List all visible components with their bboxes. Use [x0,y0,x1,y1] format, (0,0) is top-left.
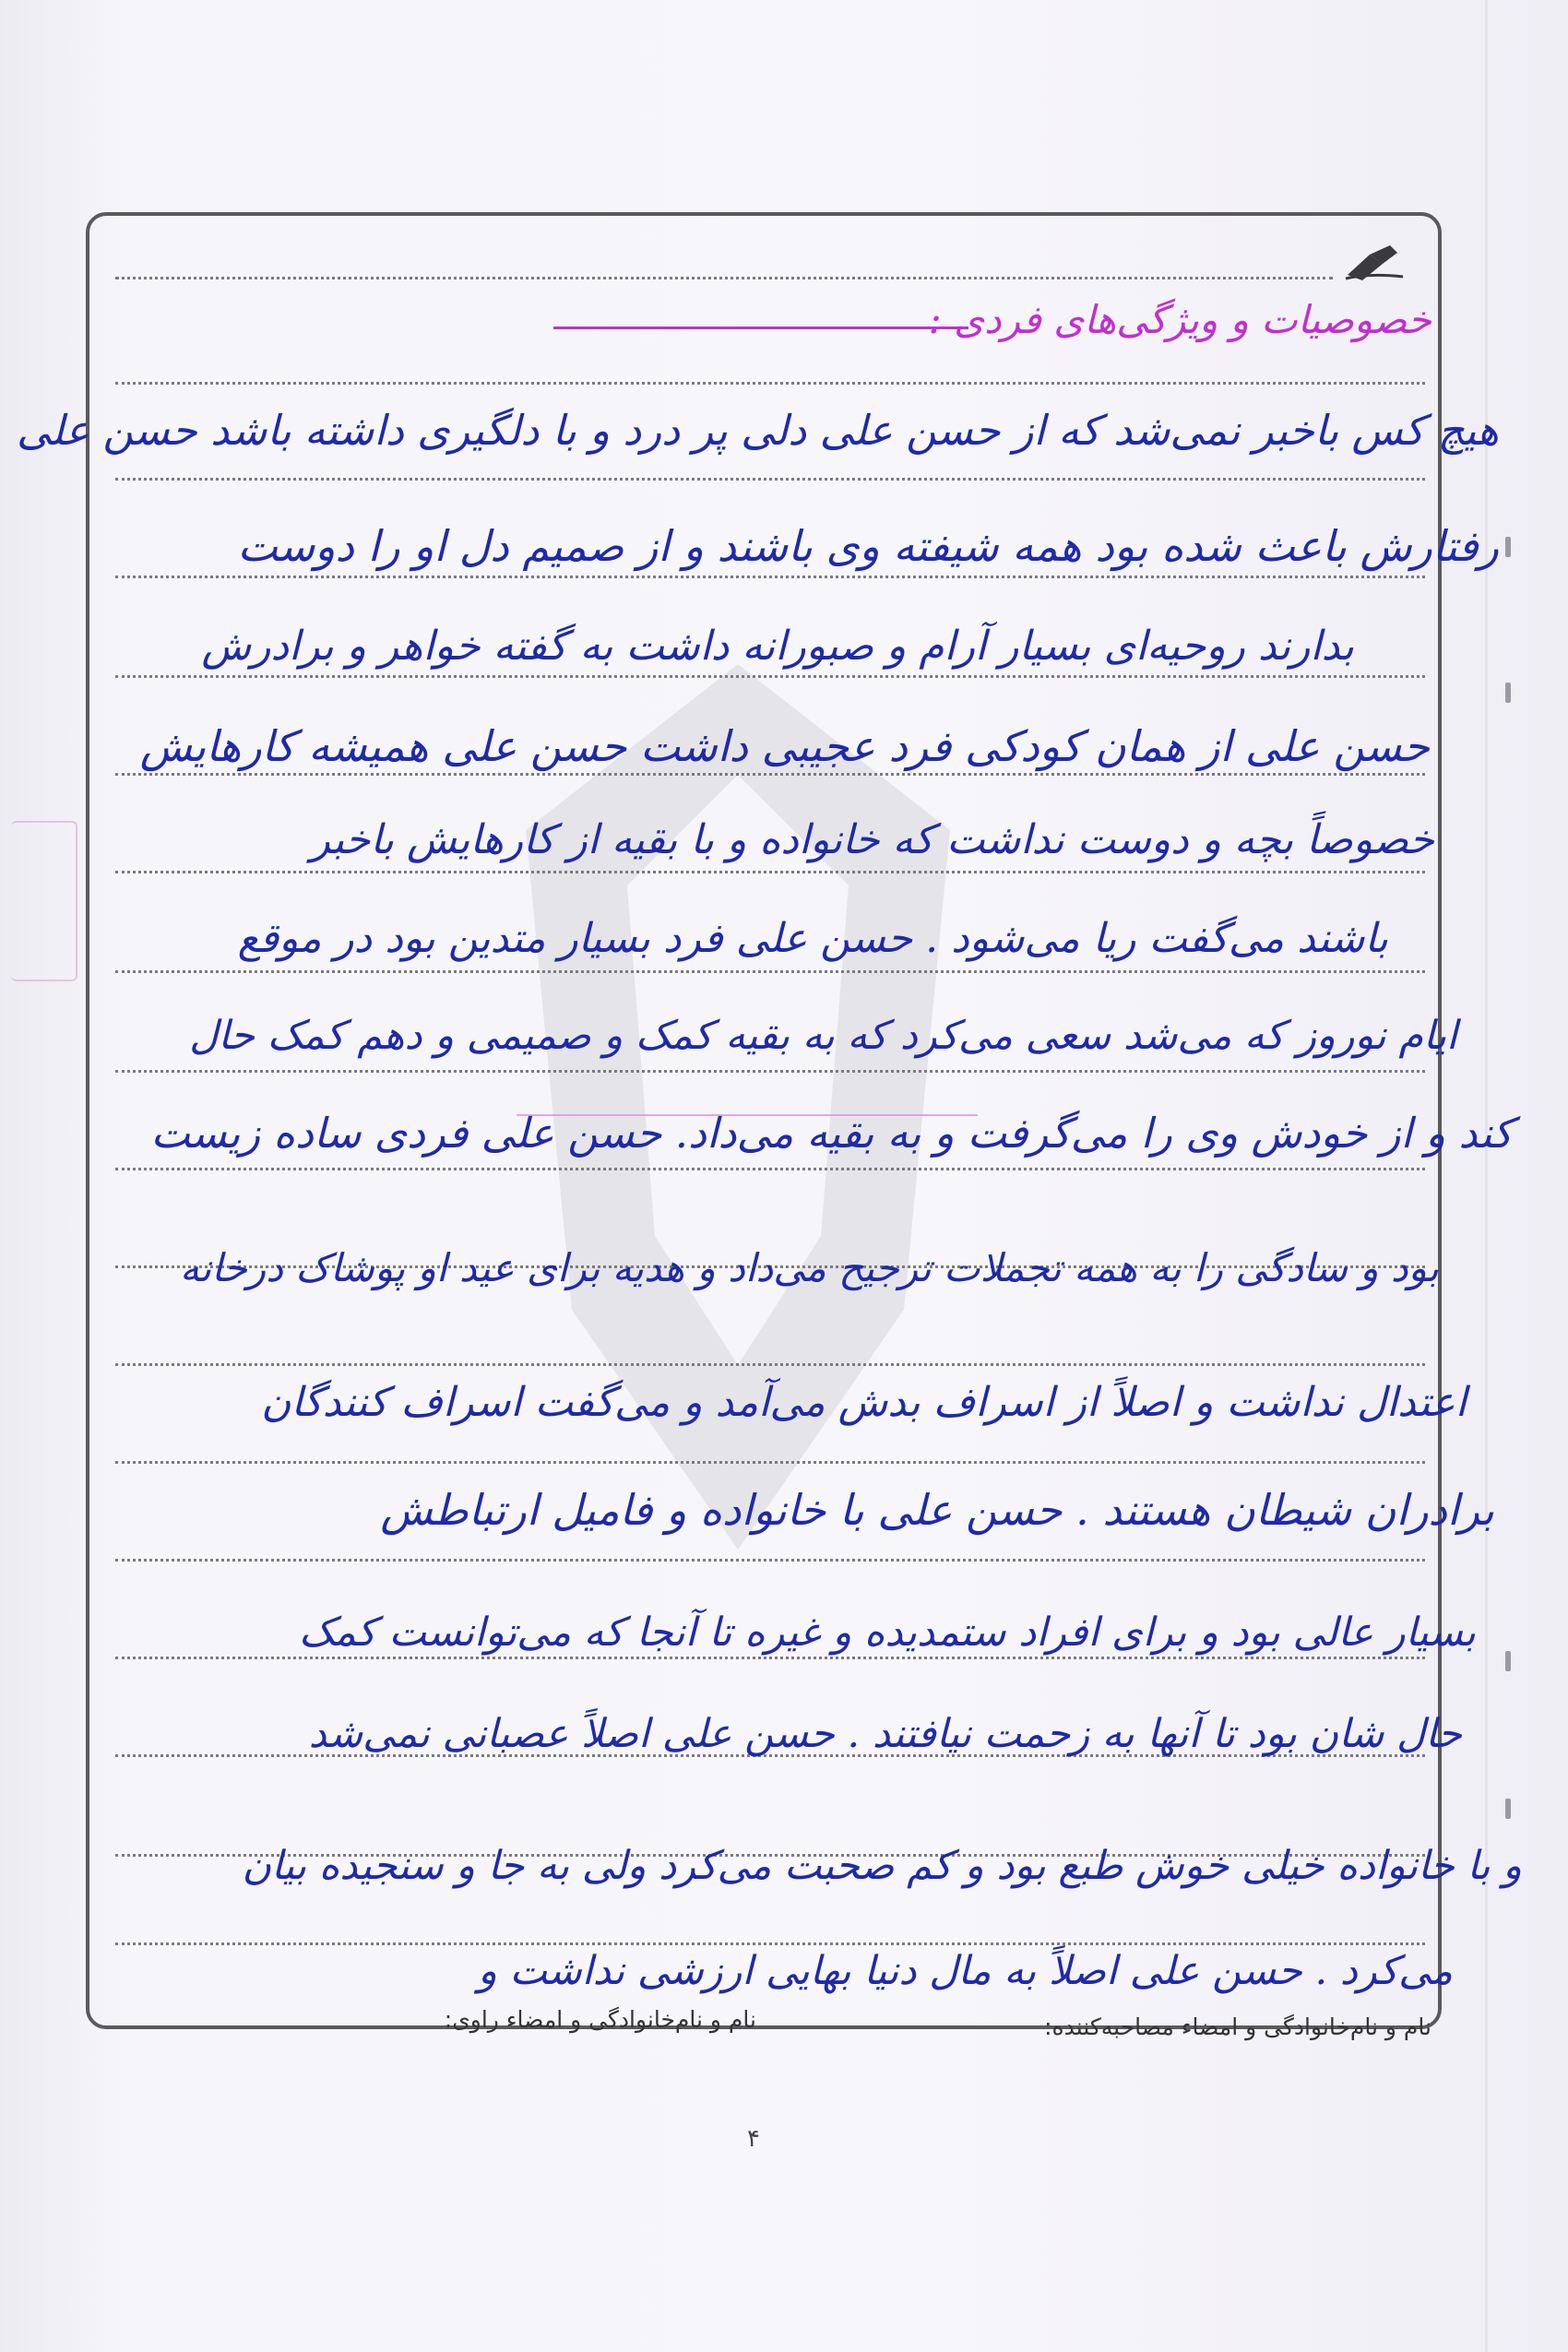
handwritten-line-5: خصوصاً بچه و دوست نداشت که خانواده و با بقیه از کارهایش باخبر [310,816,1434,863]
handwritten-line-15: می‌کرد . حسن علی اصلاً به مال دنیا بهایی ارزشی نداشت و [478,1948,1453,1994]
handwritten-line-3: بدارند روحیه‌ای بسیار آرام و صبورانه داشت به گفته خواهر و برادرش [201,623,1354,670]
ruled-line [115,478,1425,481]
staple-bottom [1505,1799,1511,1819]
handwritten-line-2: رفتارش باعث شده بود همه شیفته وی باشند و از صمیم دل او را دوست [237,521,1499,571]
staple-upper [1505,683,1511,703]
ruled-line [115,773,1425,776]
ruled-line [115,1657,1425,1659]
handwritten-line-12: بسیار عالی بود و برای افراد ستمدیده و غیره تا آنجا که می‌توانست کمک [299,1610,1476,1656]
ruled-line [115,970,1425,973]
ruled-line [115,1070,1425,1073]
stamp-bleed-mark [11,821,77,981]
heading-underline [553,327,968,329]
interviewer-signature-label: نام و نام‌خانوادگی و امضاء مصاحبه‌کننده: [1044,2013,1431,2040]
narrator-signature-label: نام و نام‌خانوادگی و امضاء راوی: [444,2006,756,2033]
ruled-line [115,382,1425,385]
handwritten-line-14: و با خانواده خیلی خوش طبع بود و کم صحبت می‌کرد ولی به جا و سنجیده بیان [242,1843,1522,1889]
handwritten-line-7: ایام نوروز که می‌شد سعی می‌کرد که به بقیه کمک و صمیمی و دهم کمک حال [189,1013,1457,1059]
page-number: ۴ [747,2125,760,2153]
section-heading: خصوصیات و ویژگی‌های فردی : [928,297,1431,342]
handwritten-line-11: برادران شیطان هستند . حسن علی با خانواده و فامیل ارتباطش [380,1485,1494,1535]
ruled-line [115,675,1425,678]
staple-lower [1505,1651,1511,1671]
handwritten-line-1: هیچ کس باخبر نمی‌شد که از حسن علی دلی پر درد و با دلگیری داشته باشد حسن علی [16,406,1499,455]
ruled-line [115,576,1425,578]
ruled-line [115,1942,1425,1945]
ruled-line [115,1168,1425,1170]
handwritten-line-8: کند و از خودش وی را می‌گرفت و به بقیه می‌داد. حسن علی فردی ساده زیست [150,1109,1513,1158]
page-fold [1485,0,1488,2352]
ruled-line [115,1559,1425,1562]
ruled-line [115,1363,1425,1366]
ruled-line [115,1461,1425,1464]
handwritten-line-9: بود و سادگی را به همه تجملات ترجیح می‌داد و هدیه برای عید او پوشاک درخانه [179,1245,1439,1290]
handwritten-line-13: حال شان بود تا آنها به زحمت نیافتند . حسن علی اصلاً عصبانی نمی‌شد [308,1711,1462,1757]
pen-writing-icon [1342,242,1407,282]
handwritten-line-6: باشند می‌گفت ریا می‌شود . حسن علی فرد بسیار متدین بود در موقع [237,915,1388,962]
handwritten-line-4: حسن علی از همان کودکی فرد عجیبی داشت حسن علی همیشه کارهایش [139,721,1430,771]
handwritten-line-10: اعتدال نداشت و اصلاً از اسراف بدش می‌آمد و می‌گفت اسراف کنندگان [261,1379,1467,1426]
ruled-line [115,871,1425,873]
staple-top [1505,537,1511,557]
ruled-line [115,277,1333,279]
